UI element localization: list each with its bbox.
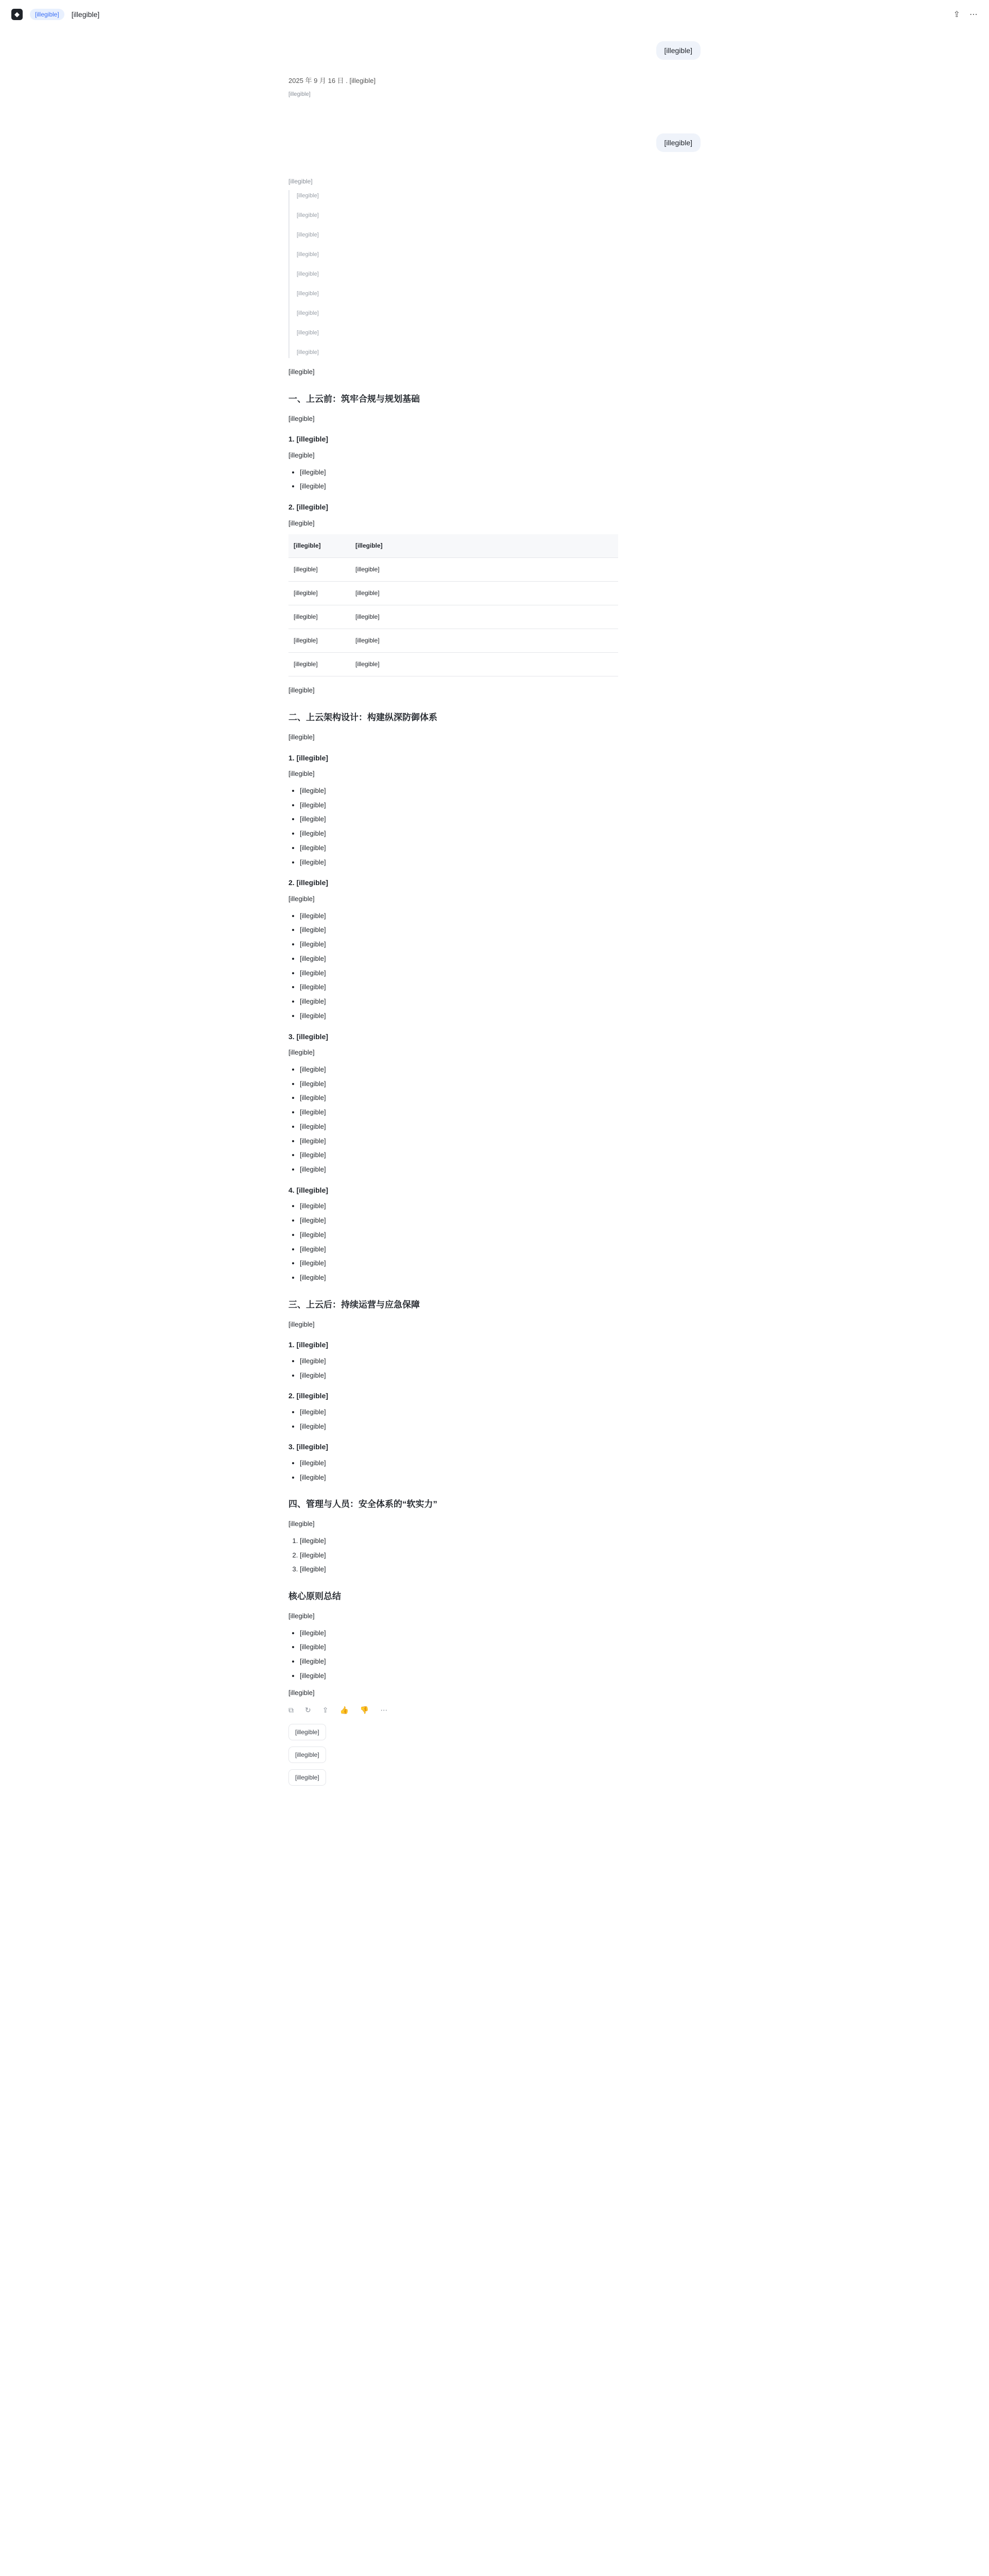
list-item: • [illegible] [300,939,701,951]
app-logo[interactable]: ◆ [11,9,23,20]
regenerate-icon[interactable]: ↻ [305,1706,311,1715]
list-item: • [illegible] [300,842,701,854]
subsection-text: [illegible] [288,770,315,777]
table-header-row [288,534,618,558]
thinking-block [288,190,701,358]
table-cell: [illegible] [288,629,350,653]
assistant-answer [288,366,701,1699]
thinking-toggle[interactable]: [illegible] [288,178,313,185]
list-item: • [illegible] [300,481,701,493]
list-item: • [illegible] [300,1472,701,1484]
list-item: • [illegible] [300,1406,701,1418]
bullet-list [300,1355,701,1382]
list-item: • [illegible] [300,1092,701,1104]
list-item: • [illegible] [300,785,701,797]
list-item: • [illegible] [300,1258,701,1269]
section-lead: [illegible] [288,733,315,741]
subsection-heading: 1. [illegible] [288,435,329,444]
thinking-paragraph: [illegible] [297,232,319,238]
table-cell: [illegible] [288,605,350,629]
section-lead: [illegible] [288,414,315,422]
list-item: • [illegible] [300,857,701,869]
list-item: • [illegible] [300,1244,701,1256]
list-item: • [illegible] [300,1107,701,1118]
list-item: • [illegible] [300,1149,701,1161]
subsection-heading: 2. [illegible] [288,878,329,887]
thinking-paragraph: [illegible] [297,291,319,297]
suggestion-chip[interactable]: [illegible] [288,1747,326,1763]
list-item: • [illegible] [300,1272,701,1284]
section-heading: 三、上云后：持续运营与应急保障 [288,1299,420,1310]
bullet-list [300,1200,701,1284]
table-row [288,558,618,582]
list-item: • [illegible] [300,1121,701,1133]
list-item: • [illegible] [300,1458,701,1469]
thinking-paragraph: [illegible] [297,310,319,316]
share-icon[interactable]: ⇪ [322,1706,329,1715]
table-header: [illegible] [350,534,618,558]
table-cell: [illegible] [350,629,618,653]
suggestion-chip[interactable]: [illegible] [288,1724,326,1740]
subsection-text: [illegible] [288,1048,315,1056]
list-item: • [illegible] [300,467,701,479]
bullet-list [300,1064,701,1176]
list-item: • [illegible] [300,1229,701,1241]
list-item: 2. [illegible] [300,1550,701,1562]
section-lead: [illegible] [288,1612,315,1620]
list-item: • [illegible] [300,981,701,993]
table-row [288,605,618,629]
table-row [288,653,618,676]
list-item: • [illegible] [300,1164,701,1176]
after-table-text: [illegible] [288,686,315,694]
section-heading: 一、上云前：筑牢合规与规划基础 [288,394,420,404]
subsection-text: [illegible] [288,519,315,527]
subsection-text: [illegible] [288,451,315,459]
bullet-list [300,1628,701,1682]
user-message-2: [illegible] [656,133,701,152]
subsection-text: [illegible] [288,894,315,903]
list-item: • [illegible] [300,1215,701,1227]
table-cell: [illegible] [288,558,350,582]
bullet-list [300,467,701,493]
list-item: • [illegible] [300,1200,701,1212]
table-cell: [illegible] [350,582,618,605]
thinking-paragraph: [illegible] [297,330,319,336]
subsection-heading: 4. [illegible] [288,1185,329,1194]
list-item: • [illegible] [300,800,701,811]
bullet-list [300,1406,701,1433]
list-item: • [illegible] [300,996,701,1008]
numbered-list [300,1535,701,1575]
thinking-paragraph: [illegible] [297,349,319,355]
table-cell: [illegible] [350,605,618,629]
dislike-icon[interactable]: 👎 [360,1706,369,1715]
section-lead: [illegible] [288,1320,315,1328]
list-item: • [illegible] [300,1064,701,1076]
section-heading: 核心原则总结 [288,1591,341,1601]
copy-icon[interactable]: ⧉ [288,1706,294,1715]
thinking-paragraph: [illegible] [297,193,319,199]
more-icon[interactable]: ⋯ [380,1706,388,1715]
list-item: • [illegible] [300,1421,701,1433]
list-item: • [illegible] [300,910,701,922]
suggestion-chip[interactable]: [illegible] [288,1769,326,1786]
version-badge[interactable]: [illegible] [30,9,64,20]
user-message-1: [illegible] [656,41,701,60]
suggestions [288,1724,701,1786]
bullet-list [300,1458,701,1484]
answer-intro: [illegible] [288,368,315,376]
subsection-heading: 3. [illegible] [288,1443,329,1451]
closing-text: [illegible] [288,1688,315,1697]
thinking-paragraph: [illegible] [297,271,319,277]
info-table [288,534,618,676]
reference-line[interactable]: [illegible] [288,91,311,97]
subsection-heading: 3. [illegible] [288,1032,329,1041]
list-item: • [illegible] [300,1628,701,1639]
list-item: • [illegible] [300,828,701,840]
like-icon[interactable]: 👍 [339,1706,349,1715]
date-line: 2025 年 9 月 16 日 . [illegible] [288,77,376,84]
table-row [288,629,618,653]
list-item: • [illegible] [300,814,701,825]
list-item: 1. [illegible] [300,1535,701,1547]
list-item: • [illegible] [300,1656,701,1668]
list-item: 3. [illegible] [300,1564,701,1575]
bullet-list [300,785,701,869]
table-cell: [illegible] [350,558,618,582]
subsection-heading: 1. [illegible] [288,753,329,762]
section-heading: 四、管理与人员：安全体系的“软实力” [288,1499,437,1510]
table-row [288,582,618,605]
table-cell: [illegible] [350,653,618,676]
list-item: • [illegible] [300,1136,701,1147]
table-header: [illegible] [288,534,350,558]
subsection-heading: 1. [illegible] [288,1341,329,1349]
subsection-heading: 2. [illegible] [288,1392,329,1400]
list-item: • [illegible] [300,924,701,936]
section-lead: [illegible] [288,1520,315,1528]
list-item: • [illegible] [300,1670,701,1682]
list-item: • [illegible] [300,1078,701,1090]
subsection-heading: 2. [illegible] [288,503,329,511]
list-item: • [illegible] [300,1355,701,1367]
table-cell: [illegible] [288,582,350,605]
thinking-paragraph: [illegible] [297,212,319,218]
share-icon[interactable]: ⇪ [953,10,960,19]
list-item: • [illegible] [300,968,701,979]
bullet-list [300,910,701,1022]
table-cell: [illegible] [288,653,350,676]
top-bar [0,0,989,29]
conversation-title: [illegible] [71,10,100,19]
list-item: • [illegible] [300,1641,701,1653]
more-icon[interactable]: ⋯ [969,10,978,19]
conversation-column [288,31,701,1792]
section-heading: 二、上云架构设计：构建纵深防御体系 [288,713,437,722]
thinking-paragraph: [illegible] [297,251,319,258]
list-item: • [illegible] [300,1010,701,1022]
list-item: • [illegible] [300,953,701,965]
list-item: • [illegible] [300,1370,701,1382]
message-tools [288,1706,701,1715]
